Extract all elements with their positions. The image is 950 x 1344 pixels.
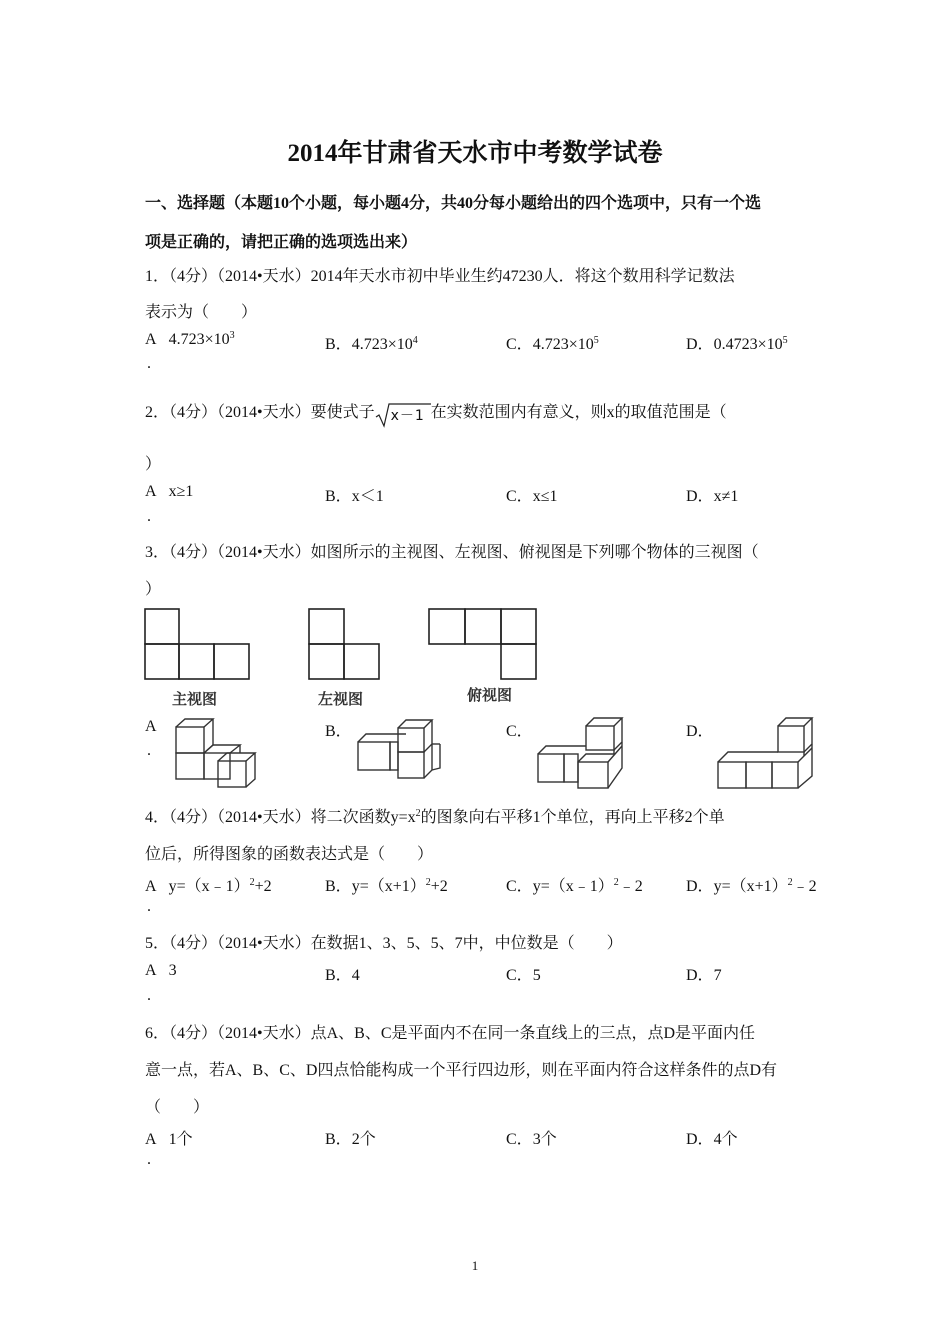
q6-stem-line1: 6．（4分）（2014•天水）点A、B、C是平面内不在同一条直线上的三点，点D是平面内任 [145,1025,756,1042]
q2-option-d[interactable]: D．x≠1 [686,488,739,505]
q5-option-a[interactable]: A 3 [145,962,177,979]
q5-option-d[interactable]: D．7 [686,967,722,984]
q1-option-b[interactable]: B．$4.723\times 10^4$ [325,335,418,353]
q3-stem-line2: ） [145,581,162,598]
q1-stem-line2: 表示为（ ） [145,304,258,321]
sqrt-expression: x－1 [375,403,431,425]
q6-stem-line2: 意一点，若A、B、C、D四点恰能构成一个平行四边形，则在平面内符合这样条件的点D有 [145,1062,778,1079]
q3-option-d[interactable]: D． [686,723,714,740]
q1-stem-line1: 1．（4分）（2014•天水）2014年天水市初中毕业生约47230人．将这个数用科学记数法 [145,268,735,285]
q2-option-a[interactable]: A x≥1 [145,483,194,500]
front-view-figure [144,608,252,680]
q6-option-c[interactable]: C．3个 [506,1131,557,1148]
q3-option-a-figure [172,718,264,790]
q4-stem-line1: 4．（4分）（2014•天水）将二次函数$y=x^2$的图象向右平移1个单位，再向上平移2个单 [145,808,725,826]
section-heading-line2: 项是正确的，请把正确的选项选出来） [145,234,418,251]
q6-option-b[interactable]: B．2个 [325,1131,376,1148]
option-dot: . [147,355,151,372]
left-view-label: 左视图 [318,690,364,708]
page-title: 2014年甘肃省天水市中考数学试卷 [287,140,663,167]
q5-option-c[interactable]: C．5 [506,967,541,984]
section-heading-line1: 一、选择题（本题10个小题，每小题4分，共40分每小题给出的四个选项中，只有一个选 [145,195,762,212]
q4-option-c[interactable]: C．y=（x﹣1）$^2$﹣2 [506,877,643,895]
q4-option-a[interactable]: A y=（x﹣1）$^2$+2 [145,877,272,895]
option-dot: . [147,987,151,1004]
q4-option-d[interactable]: D．$y=(x+1)^2﹣2$ [686,877,817,895]
q3-option-b[interactable]: B． [325,723,352,740]
q1-option-c[interactable]: C．$4.723\times 10^5$ [506,335,599,353]
option-dot: . [147,1151,151,1168]
q1-option-d[interactable]: D．$0.4723\times 10^5$ [686,335,788,353]
q3-option-c-figure [536,716,628,792]
front-view-label: 主视图 [172,690,218,708]
q4-stem-line2: 位后，所得图象的函数表达式是（ ） [145,846,434,863]
q2-stem-line2: ） [145,456,162,473]
q6-stem-line3: （ ） [145,1099,210,1116]
q3-stem-line1: 3．（4分）（2014•天水）如图所示的主视图、左视图、俯视图是下列哪个物体的三视图（ [145,544,759,561]
q2-option-b[interactable]: B．x＜1 [325,488,384,505]
option-dot: . [147,508,151,525]
top-view-label: 俯视图 [467,686,513,704]
q3-option-c[interactable]: C． [506,723,533,740]
q3-option-d-figure [716,716,814,792]
page-number: 1 [471,1258,479,1273]
q1-option-a[interactable]: A $4.723\times 10^3$ [145,330,235,348]
option-dot: . [147,742,151,759]
q5-option-b[interactable]: B．4 [325,967,360,984]
top-view-figure [428,608,538,680]
q3-option-b-figure [356,716,448,782]
q2-stem-line1: 2．（4分）（2014•天水）要使式子 x－1 在实数范围内有意义，则x的取值范围是（ [145,404,727,424]
q3-option-a[interactable]: A [145,718,157,735]
q6-option-d[interactable]: D．4个 [686,1131,738,1148]
left-view-figure [308,608,382,680]
q2-option-c[interactable]: C．x≤1 [506,488,558,505]
q6-option-a[interactable]: A 1个 [145,1131,193,1148]
q4-option-b[interactable]: B．$y=(x+1)^2+2$ [325,877,448,895]
q5-stem-line1: 5．（4分）（2014•天水）在数据1、3、5、5、7中，中位数是（ ） [145,935,623,952]
option-dot: . [147,898,151,915]
